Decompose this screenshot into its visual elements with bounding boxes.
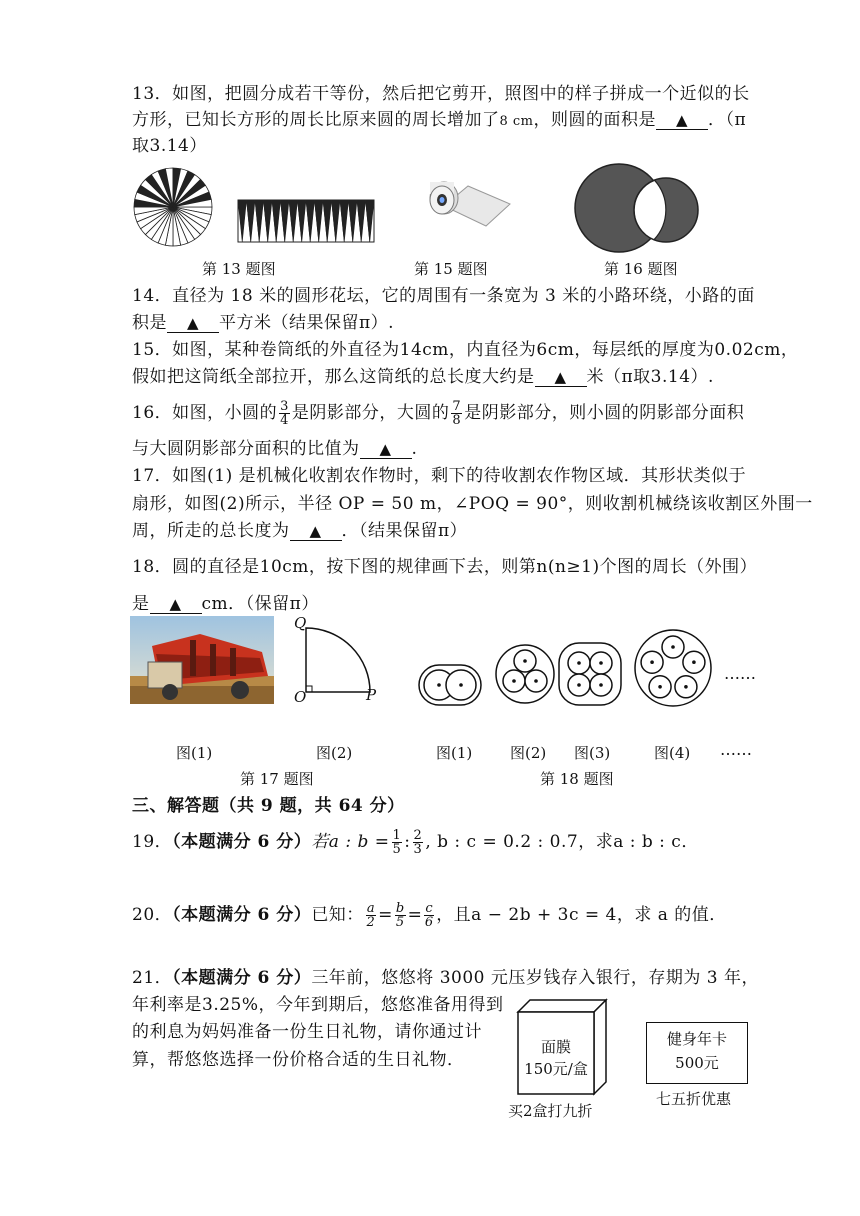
- q19: 19．（本题满分 6 分）若a : b = $\frac{1}{5}$ : $\frac{2}{3}$ , b : c = 0.2 : 0.7，求a : b : c．: [132, 828, 699, 857]
- center-dot: [577, 661, 581, 665]
- center-dot: [684, 685, 688, 689]
- q18-line1: 18．圆的直径是10cm，按下图的规律画下去，则第n(n≥1)个图的周长（外围）: [132, 557, 758, 577]
- q20: 20．（本题满分 6 分）已知： $\frac{a}{2}$ = $\frac{b}{5}$ = $\frac{c}{6}$ ，且a − 2b + 3c = 4，求 a 的值．: [132, 901, 727, 930]
- center-dot: [577, 683, 581, 687]
- paper-roll-figure: [416, 176, 512, 236]
- harvester-photo: [130, 616, 274, 704]
- fraction-7-8: $\frac{7}{8}$: [452, 399, 462, 428]
- q17-line1: 17．如图(1) 是机械化收割农作物时，剩下的待收割农作物区域．其形状类似于: [132, 466, 747, 486]
- caption-fig17: 第 17 题图: [240, 770, 314, 788]
- caption-fig15: 第 15 题图: [414, 260, 488, 278]
- center-dot: [512, 679, 516, 683]
- caption-fig18: 第 18 题图: [540, 770, 614, 788]
- center-dot: [437, 683, 441, 687]
- label-p: P: [366, 686, 377, 704]
- q18-line2: 是 ▲ cm．（保留π）: [132, 594, 319, 614]
- caption-fig16: 第 16 题图: [604, 260, 678, 278]
- center-dot: [658, 685, 662, 689]
- q21-line3: 的利息为妈妈准备一份生日礼物，请你通过计: [132, 1022, 482, 1042]
- fraction-3-4: $\frac{3}{4}$: [280, 399, 289, 428]
- circle-pattern-4: [632, 626, 714, 708]
- answer-blank: ▲: [290, 522, 342, 541]
- divided-circle-figure: [132, 166, 214, 248]
- center-dot: [599, 683, 603, 687]
- q17-line3: 周，所走的总长度为 ▲ ．（结果保留π）: [132, 521, 468, 541]
- center-dot: [692, 660, 696, 664]
- gym-offer: 七五折优惠: [656, 1090, 732, 1108]
- center-dot: [650, 660, 654, 664]
- gym-card: 健身年卡 500元: [646, 1022, 748, 1084]
- q21-line2: 年利率是3.25%，今年到期后，悠悠准备用得到: [132, 995, 504, 1015]
- mask-box-label: 面膜 150元/盒: [524, 1038, 588, 1078]
- q21-line4: 算，帮悠悠选择一份价格合适的生日礼物．: [132, 1050, 465, 1070]
- fig18-sub3: 图(3): [574, 744, 611, 762]
- q21-line1: 21．（本题满分 6 分）三年前，悠悠将 3000 元压岁钱存入银行，存期为 3 年，: [132, 968, 760, 988]
- caption-fig13: 第 13 题图: [202, 260, 276, 278]
- q15-line2: 假如把这筒纸全部拉开，那么这筒纸的总长度大约是 ▲ 米（π取3.14）.: [132, 367, 714, 387]
- q16-line1: 16．如图，小圆的 $\frac{3}{4}$ 是阴影部分，大圆的 $\frac{7}{8}$ 是阴影部分，则小圆的阴影部分面积: [132, 399, 745, 428]
- q16-line2: 与大圆阴影部分面积的比值为 ▲ .: [132, 439, 418, 459]
- q13-line3: 取3.14）: [132, 136, 207, 156]
- q13-line1: 13．如图，把圆分成若干等份，然后把它剪开，照图中的样子拼成一个近似的长: [132, 84, 750, 104]
- fig18-sub1: 图(1): [436, 744, 473, 762]
- q14-line2: 积是 ▲ 平方米（结果保留π）.: [132, 313, 395, 333]
- center-dot: [599, 661, 603, 665]
- center-dot: [671, 645, 675, 649]
- answer-blank: ▲: [360, 440, 412, 459]
- circle-pattern-3: [558, 642, 622, 706]
- center-dot: [534, 679, 538, 683]
- overlapping-circles-figure: [572, 164, 708, 254]
- circle-pattern-2: [494, 642, 556, 704]
- mask-offer: 买2盒打九折: [508, 1102, 593, 1120]
- answer-blank: ▲: [167, 314, 219, 333]
- answer-blank: ▲: [150, 595, 202, 614]
- fig17-sub2: 图(2): [316, 744, 353, 762]
- q17-line2: 扇形，如图(2)所示，半径 OP = 50 m，∠POQ = 90°，则收割机械绕该收割区外围一: [132, 494, 813, 514]
- q15-line1: 15．如图，某种卷筒纸的外直径为14cm，内直径为6cm，每层纸的厚度为0.02cm，: [132, 340, 799, 360]
- fig18-sub4: 图(4): [654, 744, 691, 762]
- rearranged-rectangle-figure: [236, 198, 376, 244]
- outer-boundary: [559, 643, 621, 705]
- label-q: Q: [294, 614, 307, 632]
- center-dot: [523, 659, 527, 663]
- answer-blank: ▲: [535, 368, 587, 387]
- q14-line1: 14．直径为 18 米的圆形花坛，它的周围有一条宽为 3 米的小路环绕，小路的面: [132, 286, 755, 306]
- section-heading: 三、解答题（共 9 题，共 64 分）: [132, 796, 405, 816]
- pattern-ellipsis: ……: [724, 664, 756, 683]
- answer-blank: ▲: [656, 111, 708, 130]
- caption-ellipsis: ……: [720, 740, 752, 759]
- circle-pattern-1: [418, 664, 482, 706]
- fig18-sub2: 图(2): [510, 744, 547, 762]
- label-o: O: [294, 688, 307, 706]
- q13-line2: 方形，已知长方形的周长比原来圆的周长增加了8 cm，则圆的面积是 ▲ ．（π: [132, 110, 747, 130]
- center-dot: [459, 683, 463, 687]
- fig17-sub1: 图(1): [176, 744, 213, 762]
